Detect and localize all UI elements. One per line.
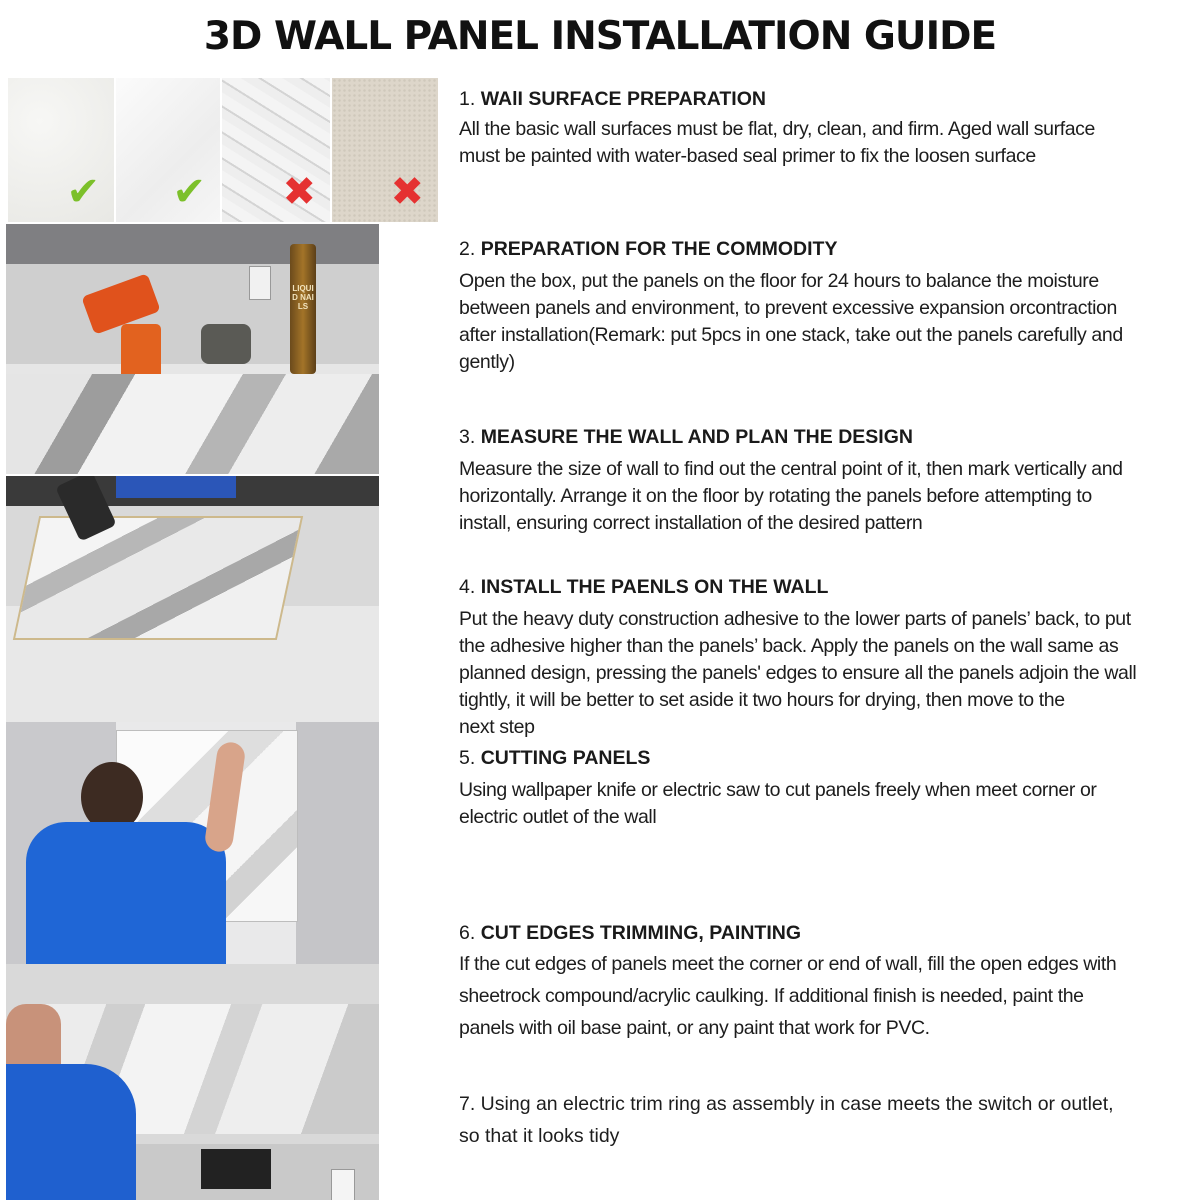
step-6 (459, 920, 1189, 1044)
surface-swatch-smooth (8, 78, 114, 222)
caulk-tube-icon (290, 244, 316, 374)
step-number: 3. (459, 426, 476, 448)
step-heading: CUTTING PANELS (480, 747, 651, 769)
step-heading: CUT EDGES TRIMMING, PAINTING (480, 922, 801, 944)
step-line: horizontally. Arrange it on the floor by rotating the panels before attempting to (459, 485, 1092, 507)
step-line: tightly, it will be better to set aside it two hours for drying, then move to the (459, 689, 1065, 711)
step-line: gently) (459, 351, 515, 373)
step-5 (459, 745, 1189, 831)
utility-knife-icon (121, 324, 161, 379)
step-heading: PREPARATION FOR THE COMMODITY (480, 238, 838, 260)
step-line: Using wallpaper knife or electric saw to cut panels freely when meet corner or (459, 779, 1097, 801)
step-line: electric outlet of the wall (459, 806, 657, 828)
step-number: 5. (459, 747, 476, 769)
person-shirt (6, 1064, 136, 1200)
step-line: next step (459, 716, 535, 738)
step-1 (459, 86, 1189, 170)
cross-icon: ✖ (390, 169, 424, 215)
photo-pressing-panels (6, 964, 379, 1200)
check-icon: ✔ (172, 169, 206, 215)
check-icon: ✔ (66, 169, 100, 215)
surface-swatch-sandy (332, 78, 438, 222)
step-number: 1. (459, 88, 476, 110)
step-line: Open the box, put the panels on the floor for 24 hours to balance the moisture (459, 270, 1099, 292)
tape-measure-icon (201, 324, 251, 364)
man-shirt (26, 822, 226, 964)
step-line: must be painted with water-based seal primer to fix the loosen surface (459, 145, 1036, 167)
panel-on-table (13, 516, 303, 640)
step-heading: MEASURE THE WALL AND PLAN THE DESIGN (480, 426, 913, 448)
caulk-tube-label: LIQUID NAILS (292, 284, 314, 311)
panel-facet (6, 374, 379, 474)
step-line: so that it looks tidy (459, 1125, 620, 1147)
step-line: after installation(Remark: put 5pcs in one stack, take out the panels carefully and (459, 324, 1123, 346)
step-number: 6. (459, 922, 476, 944)
step-4 (459, 574, 1189, 741)
photo-installing-panel (6, 722, 379, 964)
photo-tools-and-panels (6, 224, 379, 474)
step-3 (459, 424, 1189, 537)
step-line: install, ensuring correct installation of the desired pattern (459, 512, 923, 534)
step-line: Put the heavy duty construction adhesive to the lower parts of panels’ back, to put (459, 608, 1131, 630)
outlet-icon (249, 266, 271, 300)
step-number: 4. (459, 576, 476, 598)
sleeve (116, 476, 236, 498)
surface-swatch-cracked (222, 78, 330, 222)
step-heading: WAlI SURFACE PREPARATION (480, 88, 766, 110)
step-line: 7. Using an electric trim ring as assembly in case meets the switch or outlet, (459, 1093, 1114, 1115)
photo-applying-adhesive (6, 476, 379, 722)
step-line: planned design, pressing the panels' edges to ensure all the panels adjoin the wall (459, 662, 1137, 684)
step-heading: INSTALL THE PAENLS ON THE WALL (480, 576, 829, 598)
step-line: sheetrock compound/acrylic caulking. If additional finish is needed, paint the (459, 985, 1084, 1007)
step-7 (459, 1088, 1189, 1152)
step-line: the adhesive higher than the panels’ back. Apply the panels on the wall same as (459, 635, 1119, 657)
cross-icon: ✖ (282, 169, 316, 215)
step-number: 2. (459, 238, 476, 260)
step-line: between panels and environment, to prevent excessive expansion orcontraction (459, 297, 1117, 319)
step-line: panels with oil base paint, or any paint that work for PVC. (459, 1017, 930, 1039)
outlet-icon (331, 1169, 355, 1200)
step-line: All the basic wall surfaces must be flat, dry, clean, and firm. Aged wall surface (459, 118, 1095, 140)
surface-swatch-flat (116, 78, 220, 222)
page-title: 3D WALL PANEL INSTALLATION GUIDE (203, 14, 997, 59)
step-2 (459, 236, 1189, 376)
step-line: If the cut edges of panels meet the corner or end of wall, fill the open edges with (459, 953, 1117, 975)
step-line: Measure the size of wall to find out the central point of it, then mark vertically and (459, 458, 1123, 480)
tv-mount-icon (201, 1149, 271, 1189)
